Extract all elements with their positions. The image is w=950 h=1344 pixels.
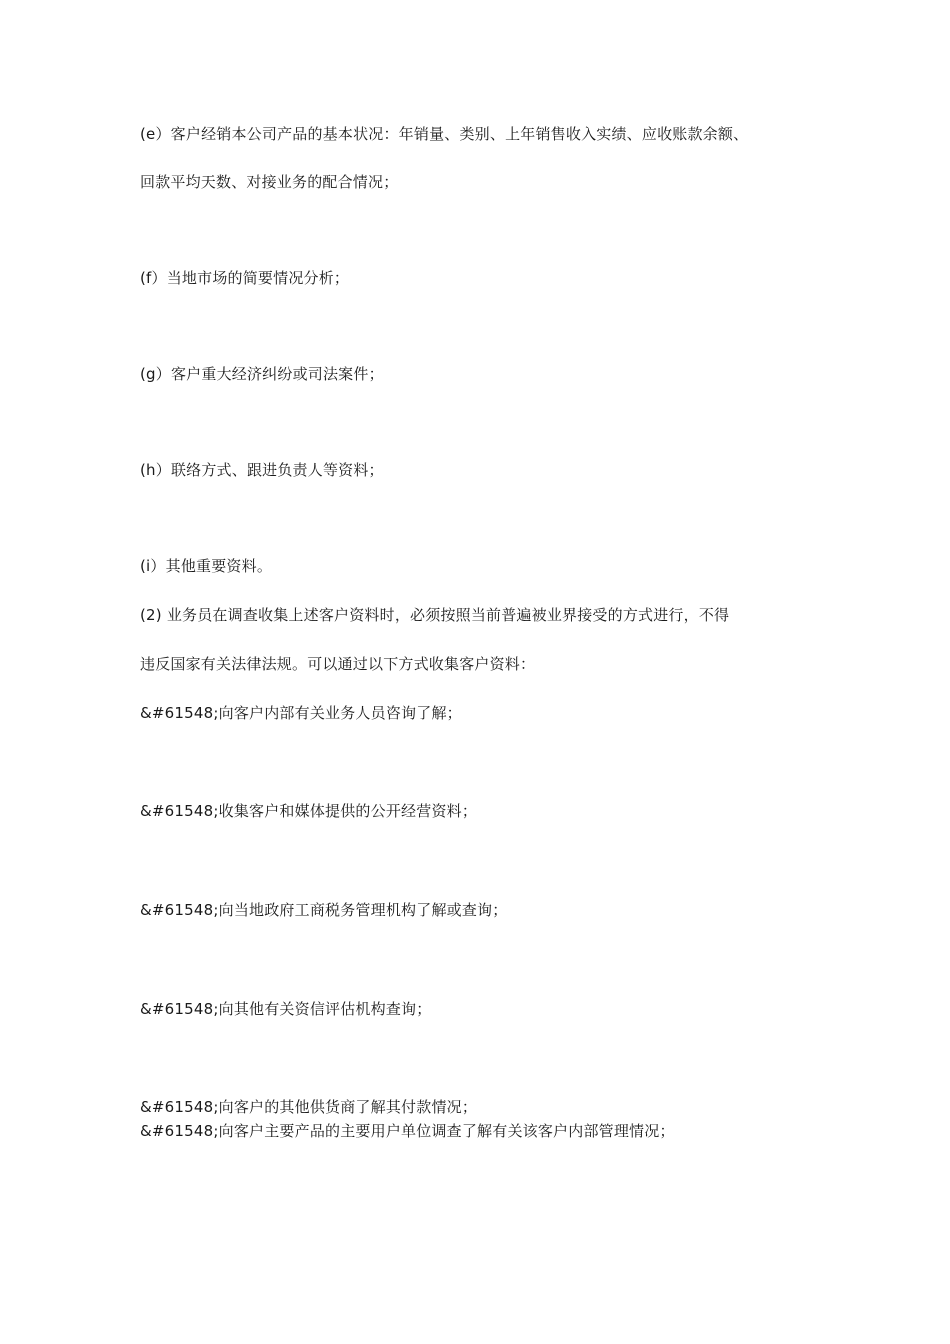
method-list-item: &#61548;向当地政府工商税务管理机构了解或查询；	[140, 901, 508, 919]
item-2-line-2: 违反国家有关法律法规。可以通过以下方式收集客户资料：	[140, 655, 536, 673]
item-e-line-1: (e）客户经销本公司产品的基本状况：年销量、类别、上年销售收入实绩、应收账款余额、	[140, 125, 749, 143]
item-e-line-2: 回款平均天数、对接业务的配合情况；	[140, 173, 399, 191]
method-list-item: &#61548;向客户内部有关业务人员咨询了解；	[140, 704, 462, 722]
method-list-item: &#61548;收集客户和媒体提供的公开经营资料；	[140, 802, 478, 820]
item-g: (g）客户重大经济纠纷或司法案件；	[140, 365, 384, 383]
method-list-item: &#61548;向其他有关资信评估机构查询；	[140, 1000, 432, 1018]
item-2-line-1: (2) 业务员在调查收集上述客户资料时，必须按照当前普遍被业界接受的方式进行，不得	[140, 606, 730, 624]
method-list-item: &#61548;向客户的其他供货商了解其付款情况；	[140, 1098, 478, 1116]
method-list-item: &#61548;向客户主要产品的主要用户单位调查了解有关该客户内部管理情况；	[140, 1122, 675, 1140]
item-h: (h）联络方式、跟进负责人等资料；	[140, 461, 384, 479]
item-i: (i）其他重要资料。	[140, 557, 273, 575]
item-f: (f）当地市场的简要情况分析；	[140, 269, 350, 287]
